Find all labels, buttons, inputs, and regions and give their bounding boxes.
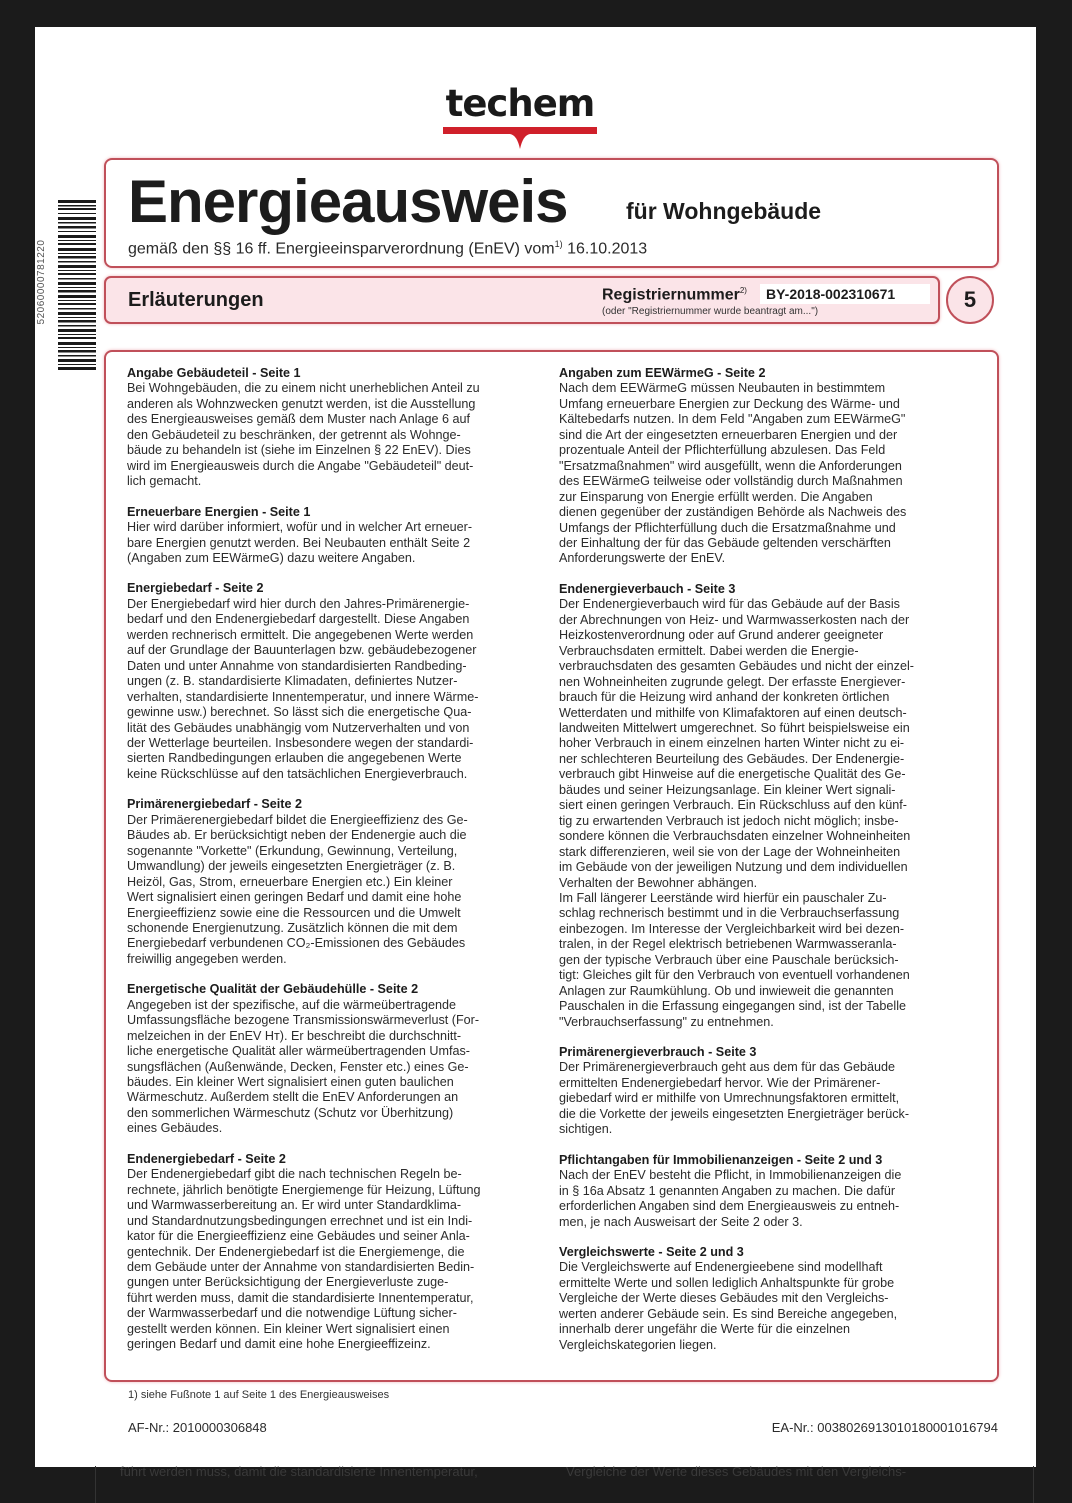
title-suffix: für Wohngebäude <box>626 198 822 224</box>
law-date: 16.10.2013 <box>567 240 648 258</box>
section-title: Erläuterungen <box>128 289 264 311</box>
law-text: gemäß den §§ 16 ff. Energieeinsparverordnung (EnEV) vom <box>128 240 555 258</box>
section-angabe-gebaeudeteil <box>127 366 547 490</box>
section-heading: Erneuerbare Energien - Seite 1 <box>127 504 311 519</box>
section-heading: Primärenergiebedarf - Seite 2 <box>127 797 302 812</box>
section-text: Angegeben ist der spezifische, auf die wärmeübertragende Umfassungsfläche bezogene Transmissionswärmeverlust (For- melzeichen in der EnEV Hт). Er beschreibt die durchschnitt- liche energetische Qualität aller wärmeübertragenden Umfas- sungsflächen (Außenwände, Decken, Fenster etc.) eines Ge- bäudes. Ein kleiner Wert signalisiert einen guten baulichen Wärmeschutz. Außerdem stellt die EnEV Anforderungen an den sommerlichen Wärmeschutz (Schutz vor Überhitzung) eines Gebäudes. <box>127 997 480 1136</box>
section-vergleichswerte <box>559 1245 979 1353</box>
section-heading: Angaben zum EEWärmeG - Seite 2 <box>559 366 766 380</box>
page-title: Energieausweis <box>128 168 568 235</box>
page-number-badge: 5 <box>946 276 994 324</box>
law-reference <box>128 239 647 258</box>
logo-text: techem <box>445 82 595 125</box>
title-box <box>104 158 999 268</box>
document-page <box>35 27 1036 1467</box>
af-number: AF-Nr.: 2010000306848 <box>128 1420 267 1435</box>
left-column <box>127 366 547 1368</box>
ea-number: EA-Nr.: 0038026913010180001016794 <box>771 1420 998 1435</box>
barcode-number: 52060000781220 <box>36 239 47 325</box>
section-heading: Endenergiebedarf - Seite 2 <box>127 1151 286 1166</box>
edge-mark <box>95 1466 96 1503</box>
section-text: Bei Wohngebäuden, die zu einem nicht unerheblichen Anteil zu anderen als Wohnzwecken genutzt werden, ist die Ausstellung des Energieausweises gemäß dem Muster nach Anlage 6 auf den Gebäudeteil zu beschränken, der getrennt als Wohnge- bäude zu behandeln ist (siehe im Einzelnen § 22 EnEV). Dies wird im Energieausweis durch die Angabe "Gebäudeteil" deut- lich gemacht. <box>127 381 480 489</box>
techem-logo <box>435 83 605 153</box>
logo-swoosh-icon <box>435 125 605 153</box>
section-eewaermeg <box>559 366 979 567</box>
subheader-box <box>104 276 940 324</box>
section-pflichtangaben <box>559 1153 979 1230</box>
section-text: Der Primäerenergiebedarf bildet die Energieeffizienz des Ge- Bäudes ab. Er berücksichtigt neben der Endenergie auch die sogenannte "Vorkette" (Erkundung, Gewinnung, Verteilung, Umwandlung) der jeweils eingesetzten Energieträger (z. B. Heizöl, Gas, Strom, erneuerbare Energien etc.) Ein kleiner Wert signalisiert einen geringen Bedarf und damit eine hohe Energieeffizienz sowie eine die Ressourcen und die Umwelt schonende Energienutzung. Zusätzlich können die mit dem Energiebedarf verbundenen CO₂-Emissionen des Gebäudes freiwillig angegeben werden. <box>127 812 468 966</box>
section-heading: Pflichtangaben für Immobilienanzeigen - Seite 2 und 3 <box>559 1152 883 1167</box>
section-heading: Energetische Qualität der Gebäudehülle - Seite 2 <box>127 982 419 997</box>
section-heading: Endenergieverbauch - Seite 3 <box>559 581 736 596</box>
bleed-through-text-right: Vergleiche der Werte dieses Gebäudes mit den Vergleichs- <box>566 1464 907 1479</box>
registration-number-field: BY-2018-002310671 <box>760 284 930 304</box>
edge-mark <box>1033 1466 1034 1503</box>
section-primaerenergieverbrauch <box>559 1045 979 1138</box>
registration-label-text: Registriernummer <box>602 286 740 304</box>
section-text: Der Endenergieverbauch wird für das Gebäude auf der Basis der Abrechnungen von Heiz- und Warmwasserkosten nach der Heizkostenverordnung oder auf Grund anderer geeigneter Verbrauchsdaten ermittelt. Dabei werden die Energie- verbrauchsdaten des gesamten Gebäudes und nicht der einzel- nen Wohneinheiten zugrunde gelegt. Der erfasste Energiever- brauch für die Heizung wird anhand der konkreten örtlichen Wetterdaten und mithilfe von Klimafaktoren auf einen deutsch- landweiten Mittelwert umgerechnet. So führt beispielsweise ein hoher Verbrauch in einem einzelnen harten Winter nicht zu ei- ner schlechteren Beurteilung des Gebäudes. Der Endenergie- verbrauch gibt Hinweise auf die energetische Qualität des Ge- bäudes und seiner Heizungsanlage. Ein kleiner Wert signali- siert einen geringen Verbrauch. Ein Rückschluss auf den künf- tig zu erwartenden Verbrauch ist jedoch nicht möglich; insbe- sondere können die Verbrauchsdaten einzelner Wohneinheiten stark differenzieren, weil sie von der Lage der Wohneinheiten im Gebäude von der jeweiligen Nutzung und dem individuellen Verhalten der Bewohner abhängen. Im Fall längerer Leerstände wird hierfür ein pauschaler Zu- schlag rechnerisch bestimmt und in die Verbrauchserfassung einbezogen. Im Interesse der Vergleichbarkeit wird bei dezen- tralen, in der Regel elektrisch betriebenen Warmwasseranla- gen der typische Verbrauch über eine Pauschale berücksich- tigt: Gleiches gilt für den Verbrauch von eventuell vorhandenen Anlagen zur Raumkühlung. Ob und inwieweit die genannten Pauschalen in die Erfassung eingegangen sind, ist der Tabelle "Verbrauchserfassung" zu entnehmen. <box>559 597 914 1029</box>
section-text: Hier wird darüber informiert, wofür und in welcher Art erneuer- bare Energien genutzt werden. Bei Neubauten enthält Seite 2 (Angaben zum EEWärmeG) dazu weitere Angaben. <box>127 520 473 565</box>
registration-note: (oder "Registriernummer wurde beantragt am...") <box>602 306 819 317</box>
law-footnote-ref: 1) <box>554 239 563 249</box>
section-text: Nach der EnEV besteht die Pflicht, in Immobilienanzeigen die in § 16a Absatz 1 genannten Angaben zu machen. Die dafür erforderlichen Angaben sind dem Energieausweis zu entneh- men, je nach Ausweisart der Seite 2 oder 3. <box>559 1168 902 1229</box>
section-gebaeudehuelle <box>127 982 547 1137</box>
right-column <box>559 366 979 1368</box>
section-heading: Vergleichswerte - Seite 2 und 3 <box>559 1245 744 1260</box>
bleed-through-text-left: führt werden muss, damit die standardisierte Innentemperatur, <box>120 1464 478 1479</box>
registration-footnote-ref: 2) <box>739 286 747 295</box>
section-endenergieverbrauch <box>559 582 979 1030</box>
section-text: Der Endenergiebedarf gibt die nach technischen Regeln be- rechnete, jährlich benötigte Energiemenge für Heizung, Lüftung und Warmwasserbereitung an. Er wird unter Standardklima- und Standardnutzungsbedingungen errechnet und ist ein Indi- kator für die Energieeffizienz eine Gebäudes und seiner Anla- gentechnik. Der Endenergiebedarf ist die Energiemenge, die dem Gebäude unter der Annahme von standardisierten Bedin- gungen unter Berücksichtigung der Energieverluste zuge- führt werden muss, damit die standardisierte Innentemperatur, der Warmwasserbedarf und die notwendige Lüftung sicher- gestellt werden können. Ein kleiner Wert signalisiert einen geringen Bedarf und damit eine hohe Energieeffizeinz. <box>127 1167 481 1352</box>
section-endenergiebedarf <box>127 1152 547 1353</box>
section-heading: Primärenergieverbrauch - Seite 3 <box>559 1045 757 1060</box>
section-erneuerbare-energien <box>127 505 547 567</box>
footnote: 1) siehe Fußnote 1 auf Seite 1 des Energieausweises <box>128 1389 390 1401</box>
explanations-box <box>104 350 999 1382</box>
section-heading: Angabe Gebäudeteil - Seite 1 <box>127 366 301 380</box>
section-text: Der Energiebedarf wird hier durch den Jahres-Primärenergie- bedarf und den Endenergiebedarf dargestellt. Diese Angaben werden rechnerisch ermittelt. Die angegebenen Werte werden auf der Grundlage der Bauunterlagen bzw. gebäudebezogener Daten und unter Annahme von standardisierten Randbeding- ungen (z. B. standardisierte Klimadaten, definiertes Nutzer- verhalten, standardisierte Innentemperatur, und innere Wärme- gewinne usw.) berechnet. So lässt sich die energetische Qua- lität des Gebäudes unabhängig vom Nutzerverhalten und von der Wetterlage beurteilen. Insbesondere wegen der standardi- sierten Randbedingungen erlauben die angegebenen Werte keine Rückschlüsse auf den tatsächlichen Energieverbrauch. <box>127 596 479 781</box>
barcode-icon <box>58 200 96 372</box>
section-primaerenergiebedarf <box>127 797 547 967</box>
registration-label <box>602 286 747 304</box>
section-text: Die Vergleichswerte auf Endenergieebene sind modellhaft ermittelte Werte und sollen lediglich Anhaltspunkte für grobe Vergleiche der Werte dieses Gebäudes mit den Vergleichs- werten anderer Gebäude sein. Es sind Bereiche angegeben, innerhalb derer ungefähr die Werte für die einzelnen Vergleichskategorien liegen. <box>559 1260 898 1352</box>
section-text: Nach dem EEWärmeG müssen Neubauten in bestimmtem Umfang erneuerbare Energien zur Deckung des Wärme- und Kältebedarfs nutzen. In dem Feld "Angaben zum EEWärmeG" sind die Art der eingesetzten erneuerbaren Energien und der prozentuale Anteil der Pflichterfüllung abzulesen. Das Feld "Ersatzmaßnahmen" wird ausgefüllt, wenn die Anforderungen des EEWärmeG teilweise oder vollständig durch Maßnahmen zur Einsparung von Energie erfüllt werden. Die Angaben dienen gegenüber der zuständigen Behörde als Nachweis des Umfangs der Pflichterfüllung duch die Ersatzmaßnahme und der Einhaltung der für das Gebäude geltenden verschärften Anforderungswerte der EnEV. <box>559 381 907 566</box>
section-heading: Energiebedarf - Seite 2 <box>127 581 264 596</box>
section-energiebedarf <box>127 581 547 782</box>
section-text: Der Primärenergieverbrauch geht aus dem für das Gebäude ermittelten Endenergiebedarf hervor. Wie der Primärener- giebedarf wird er mithilfe von Umrechnungsfaktoren ermittelt, die die Vorkette der jeweils eingesetzten Energieträger berück- sichtigen. <box>559 1060 910 1137</box>
